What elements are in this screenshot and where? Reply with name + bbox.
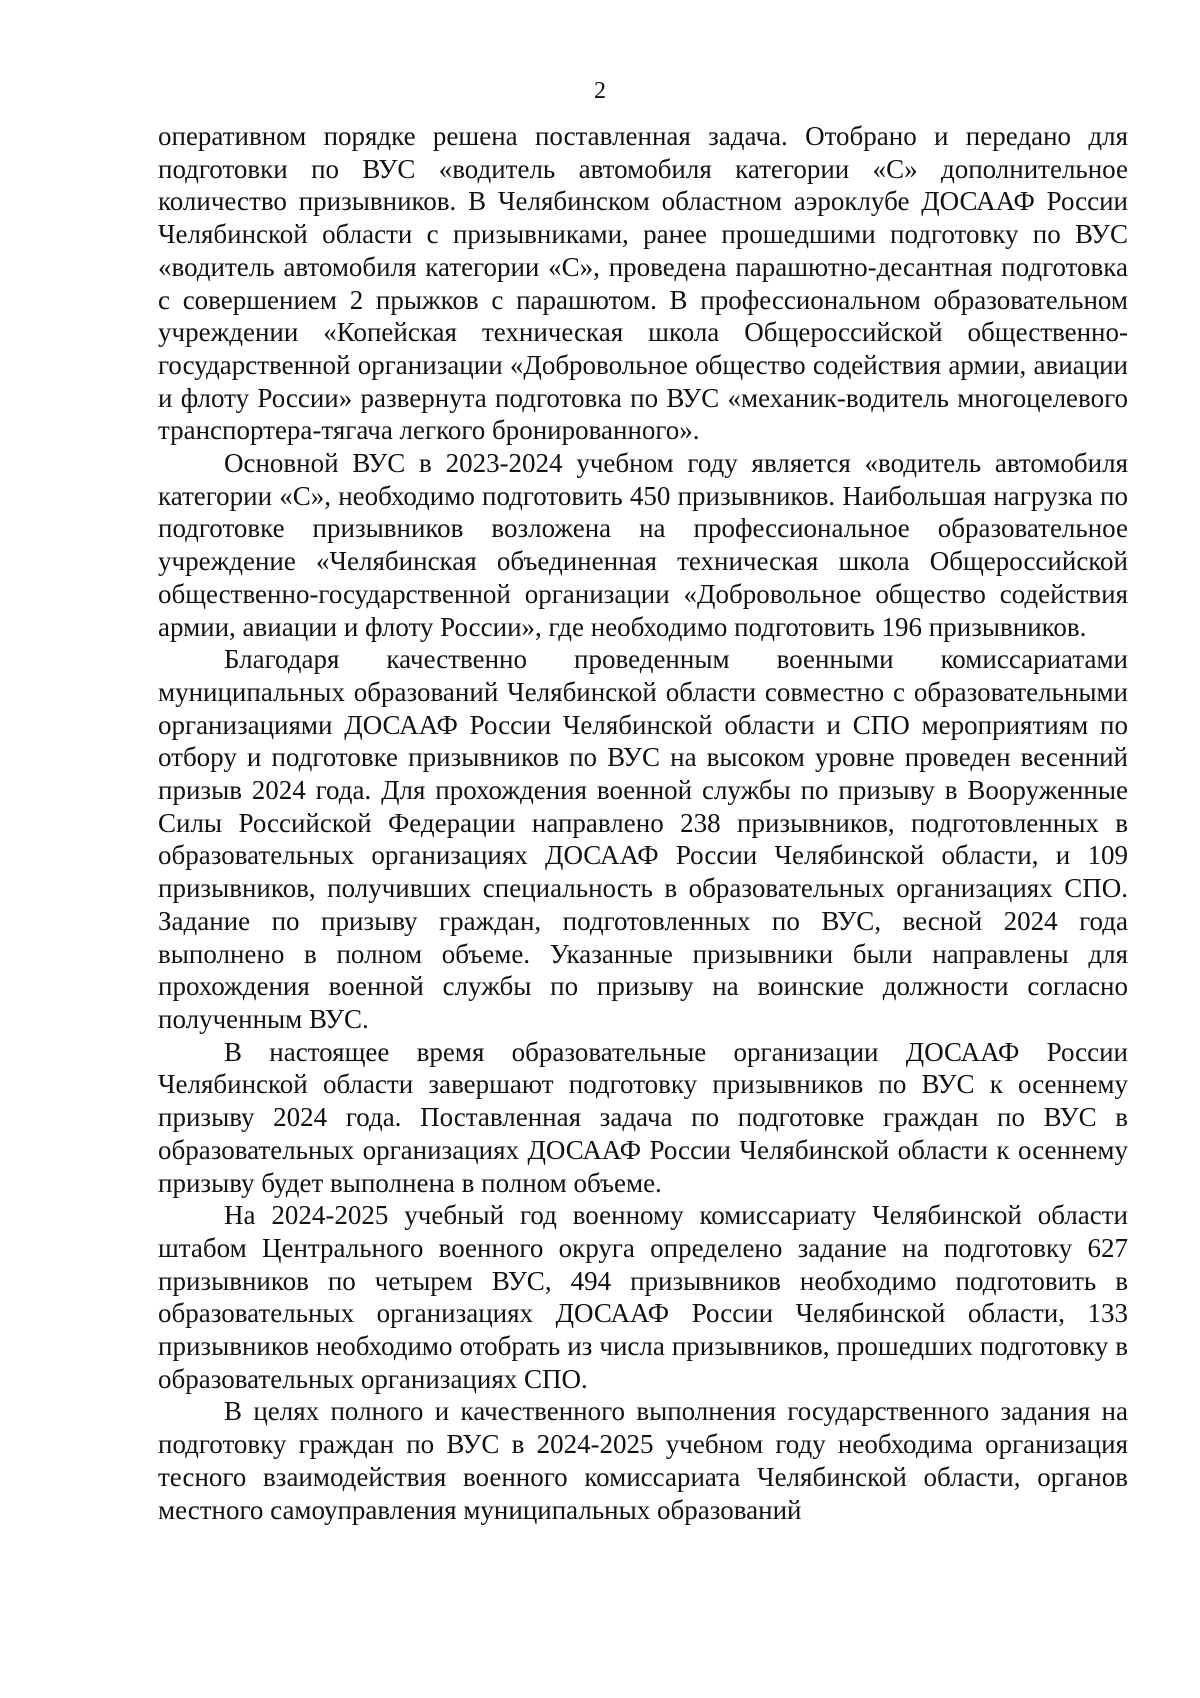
paragraph: оперативном порядке решена поставленная задача. Отобрано и передано для подготовки по ВУС «водитель автомобиля категории «С» дополнительное количество призывников. В Челябинском областном аэроклубе ДОСААФ России Челябинской области с призывниками, ранее прошедшими подготовку по ВУС «водитель автомобиля категории «С», проведена парашютно-десантная подготовка с совершением 2 прыжков с парашютом. В профессиональном образовательном учреждении «Копейская техническая школа Общероссийской общественно-государственной организации «Добровольное общество содействия армии, авиации и флоту России» развернута подготовка по ВУС «механик-водитель многоцелевого транспортера-тягача легкого бронированного». (158, 121, 1128, 446)
paragraph: В целях полного и качественного выполнения государственного задания на подготовку граждан по ВУС в 2024-2025 учебном году необходима организация тесного взаимодействия военного комиссариата Челябинской области, органов местного самоуправления муниципальных образований (158, 1396, 1128, 1525)
paragraph: На 2024-2025 учебный год военному комиссариату Челябинской области штабом Центрального военного округа определено задание на подготовку 627 призывников по четырем ВУС, 494 призывников необходимо подготовить в образовательных организациях ДОСААФ России Челябинской области, 133 призывников необходимо отобрать из числа призывников, прошедших подготовку в образовательных организациях СПО. (158, 1200, 1128, 1394)
paragraph: В настоящее время образовательные организации ДОСААФ России Челябинской области завершают подготовку призывников по ВУС к осеннему призыву 2024 года. Поставленная задача по подготовке граждан по ВУС в образовательных организациях ДОСААФ России Челябинской области к осеннему призыву будет выполнена в полном объеме. (158, 1036, 1128, 1198)
paragraph: Основной ВУС в 2023-2024 учебном году является «водитель автомобиля категории «С», необходимо подготовить 450 призывников. Наибольшая нагрузка по подготовке призывников возложена на профессиональное образовательное учреждение «Челябинская объединенная техническая школа Общероссийской общественно-государственной организации «Добровольное общество содействия армии, авиации и флоту России», где необходимо подготовить 196 призывников. (158, 448, 1128, 642)
page-number: 2 (594, 78, 606, 104)
paragraph: Благодаря качественно проведенным военными комиссариатами муниципальных образований Челябинской области совместно с образовательными организациями ДОСААФ России Челябинской области и СПО мероприятиям по отбору и подготовке призывников по ВУС на высоком уровне проведен весенний призыв 2024 года. Для прохождения военной службы по призыву в Вооруженные Силы Российской Федерации направлено 238 призывников, подготовленных в образовательных организациях ДОСААФ России Челябинской области, и 109 призывников, получивших специальность в образовательных организациях СПО. Задание по призыву граждан, подготовленных по ВУС, весной 2024 года выполнено в полном объеме. Указанные призывники были направлены для прохождения военной службы по призыву на воинские должности согласно полученным ВУС. (158, 644, 1128, 1034)
document-body (158, 120, 1128, 1526)
